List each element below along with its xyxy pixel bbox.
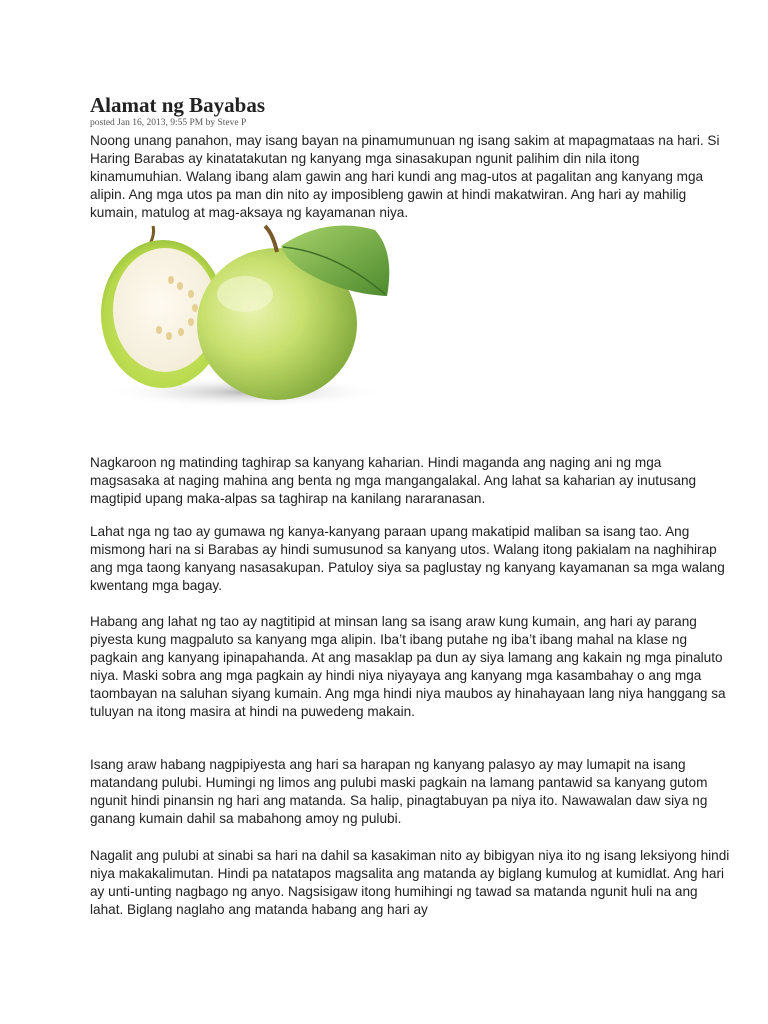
guava-illustration [95, 222, 395, 422]
paragraph-5: Isang araw habang nagpipiyesta ang hari sa harapan ng kanyang palasyo ay may lumapit na isang matandang pulubi. Humingi ng limos ang pulubi maski pagkain na lamang pantawid sa kanyang gutom ngunit hindi pinansin ng hari ang matanda. Sa halip, pinagtabuyan pa niya ito. Nawawalan daw siya ng ganang kumain dahil sa mabahong amoy ng pulubi. [90, 757, 708, 826]
paragraph-3: Lahat nga ng tao ay gumawa ng kanya-kanyang paraan upang makatipid maliban sa isang tao. Ang mismong hari na si Barabas ay hindi sumusunod sa kanyang utos. Walang itong pakialam na naghihirap ang mga taong kanyang nasasakupan. Patuloy siya sa paglustay ng kanyang kayamanan sa mga walang kwentang mga bagay. [90, 524, 725, 593]
article-title: Alamat ng Bayabas [90, 93, 266, 117]
post-meta: posted Jan 16, 2013, 9:55 PM by Steve P [90, 118, 247, 128]
paragraph-2: Nagkaroon ng matinding taghirap sa kanyang kaharian. Hindi maganda ang naging ani ng mga magsasaka at naging mahina ang benta ng mga mangangalakal. Ang lahat sa kaharian ay inutusang magtipid upang maka-alpas sa taghirap na kanilang nararanasan. [90, 455, 697, 506]
paragraph-4: Habang ang lahat ng tao ay nagtitipid at minsan lang sa isang araw kung kumain, ang hari ay parang piyesta kung magpaluto sa kanyang mga alipin. Iba’t ibang putahe ng iba’t ibang mahal na klase ng pagkain ang kanyang ipinapahanda. At ang masaklap pa dun ay siya lamang ang kakain ng mga pinaluto niya. Maski sobra ang mga pagkain ay hindi niya niyayaya ang kanyang mga kasambahay o ang mga taombayan na saluhan siyang kumain. Ang mga hindi niya maubos ay hinahayaan lang niya hanggang sa tuluyan na itong masira at hindi na puwedeng makain. [90, 614, 726, 719]
paragraph-1: Noong unang panahon, may isang bayan na pinamumunuan ng isang sakim at mapagmataas na hari. Si Haring Barabas ay kinatatakutan ng kanyang mga sinasakupan ngunit palihim din nila itong kinamumuhian. Walang ibang alam gawin ang hari kundi ang mag-utos at pagalitan ang kanyang mga alipin. Ang mga utos pa man din nito ay imposibleng gawin at hindi makatwiran. Ang hari ay mahilig kumain, matulog at mag-aksaya ng kayamanan niya. [90, 133, 720, 220]
paragraph-6: Nagalit ang pulubi at sinabi sa hari na dahil sa kasakiman nito ay bibigyan niya ito ng isang leksiyong hindi niya makakalimutan. Hindi pa natatapos magsalita ang matanda ay biglang kumulog at kumidlat. Ang hari ay unti-unting nagbago ng anyo. Nagsisigaw itong humihingi ng tawad sa matanda ngunit huli na ang lahat. Biglang naglaho ang matanda habang ang hari ay [90, 848, 730, 917]
